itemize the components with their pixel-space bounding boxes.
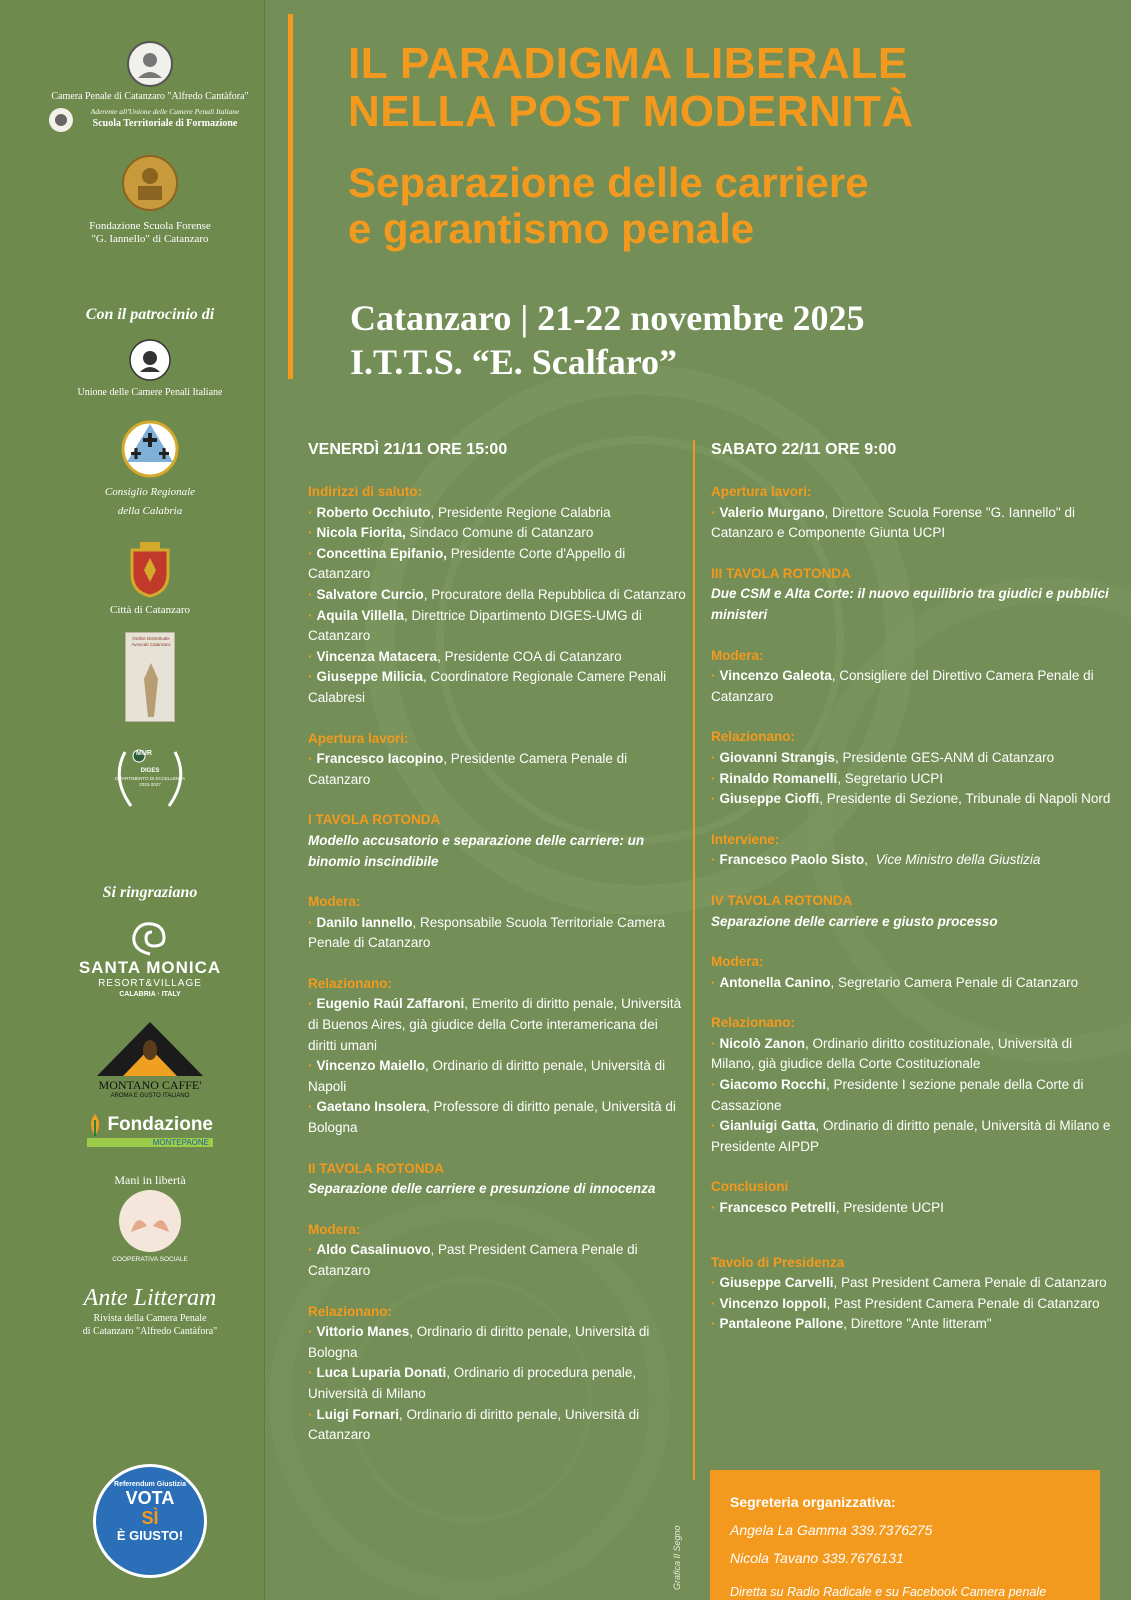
list-item xyxy=(308,544,688,585)
mani-sub: COOPERATIVA SOCIALE xyxy=(112,1256,188,1263)
saturday-column xyxy=(711,440,1111,1355)
region-line1: Consiglio Regionale xyxy=(104,486,196,498)
bullet: · xyxy=(308,1242,313,1258)
ante-litteram-block xyxy=(0,1284,300,1338)
coa-statue-icon xyxy=(136,659,166,719)
bullet: · xyxy=(711,668,716,684)
speaker-name: Valerio Murgano xyxy=(719,504,825,520)
regione-block xyxy=(0,420,300,520)
list-item xyxy=(308,647,688,668)
ucpi-name: Unione delle Camere Penali Italiane xyxy=(77,387,223,398)
patronage-heading: Con il patrocinio di xyxy=(85,306,215,323)
bullet: · xyxy=(711,974,716,990)
bullet: · xyxy=(711,749,716,765)
speaker-name: Nicola Fiorita, xyxy=(316,525,406,541)
montano-sub: AROMA E GUSTO ITALIANO xyxy=(110,1093,190,1099)
fondazione-montepaone-block xyxy=(0,1112,300,1150)
camera-penale-block xyxy=(0,40,300,130)
tavola-rotonda-2: II TAVOLA ROTONDA Separazione delle carriere e presunzione di innocenza xyxy=(308,1160,656,1197)
section xyxy=(711,646,1111,708)
diges-years: 2023-2027 xyxy=(139,782,161,787)
montano-name: MONTANO CAFFE' xyxy=(98,1078,202,1092)
speaker-name: Antonella Canino xyxy=(719,974,831,990)
diges-eccellenza: DIPARTIMENTO DI ECCELLENZA xyxy=(114,776,185,781)
section xyxy=(711,952,1111,993)
main-title: IL PARADIGMA LIBERALE NELLA POST MODERNITÀ xyxy=(348,39,914,136)
mani-hands-icon xyxy=(117,1188,183,1254)
city-name: Città di Catanzaro xyxy=(109,604,191,616)
bullet: · xyxy=(308,648,313,664)
bullet: · xyxy=(308,669,313,685)
mani-liberta-block xyxy=(0,1172,300,1266)
bullet: · xyxy=(308,525,313,541)
santa-monica-shell-icon xyxy=(130,920,170,956)
bullet: · xyxy=(308,751,313,767)
speaker-name: Gaetano Insolera xyxy=(316,1099,427,1115)
coa-text: Ordine Distrettuale Avvocati Catanzaro xyxy=(131,636,171,647)
section-heading: Modera: xyxy=(711,954,764,970)
section xyxy=(308,482,688,709)
speaker-name: Nicolò Zanon xyxy=(719,1035,805,1051)
list-item xyxy=(711,769,1111,790)
speaker-role: , Segretario Camera Penale di Catanzaro xyxy=(830,974,1079,990)
bullet: · xyxy=(308,914,313,930)
section xyxy=(711,482,1111,544)
speaker-role: , Ordinario di diritto penale, Università di Bologna xyxy=(308,1324,650,1360)
list-item xyxy=(308,523,688,544)
speaker-role: , Consigliere del Direttivo Camera Penale di Catanzaro xyxy=(711,668,1094,704)
list-item xyxy=(308,585,688,606)
list-item xyxy=(308,503,688,524)
section-heading: Apertura lavori: xyxy=(308,730,409,746)
camera-penale-logo-icon xyxy=(126,40,174,88)
contact-1: Angela La Gamma 339.7376275 xyxy=(730,1522,933,1538)
speaker-role: , Direttore "Ante litteram" xyxy=(843,1316,992,1332)
section xyxy=(308,1302,688,1446)
speaker-role: , Past President Camera Penale di Catanzaro xyxy=(826,1295,1100,1311)
speaker-role: , Presidente I sezione penale della Corte di Cassazione xyxy=(711,1077,1084,1113)
place-date: Catanzaro | 21-22 novembre 2025 I.T.T.S. “E. Scalfaro” xyxy=(350,298,865,382)
montano-mountain-icon xyxy=(95,1018,205,1078)
bullet: · xyxy=(308,1058,313,1074)
list-item xyxy=(711,1198,1111,1219)
speaker-role: , Direttrice Dipartimento DIGES-UMG di Catanzaro xyxy=(308,607,642,644)
section xyxy=(308,892,688,954)
list-item xyxy=(711,1314,1111,1335)
interviene-section: Interviene: · Francesco Paolo Sisto, Vice Ministro della Giustizia xyxy=(711,830,1111,871)
list-item xyxy=(308,1056,688,1097)
list-item xyxy=(711,666,1111,707)
bullet: · xyxy=(711,504,716,520)
speaker-name: Francesco Petrelli xyxy=(719,1200,836,1216)
regione-calabria-logo-icon xyxy=(121,420,179,478)
section xyxy=(308,729,688,791)
speaker-role: , Past President Camera Penale di Catanzaro xyxy=(308,1242,638,1278)
bullet: · xyxy=(711,791,716,807)
list-item xyxy=(308,913,688,954)
speaker-name: Vincenzo Ioppoli xyxy=(719,1295,827,1311)
section xyxy=(711,1253,1111,1335)
citta-block xyxy=(0,540,300,617)
list-item xyxy=(308,1322,688,1363)
list-item xyxy=(711,503,1111,544)
bullet: · xyxy=(308,586,313,602)
speaker-role: , Presidente di Sezione, Tribunale di Napoli Nord xyxy=(819,791,1111,807)
bullet: · xyxy=(308,1406,313,1422)
section xyxy=(308,1220,688,1282)
section-heading: Conclusioni xyxy=(711,1179,789,1195)
speaker-name: Vittorio Manes xyxy=(316,1324,410,1340)
fondazione-forense-logo-icon xyxy=(121,154,179,212)
tavola-rotonda-1: I TAVOLA ROTONDA Modello accusatorio e separazione delle carriere: un binomio inscindibile xyxy=(308,812,645,869)
section-heading: Indirizzi di saluto: xyxy=(308,484,422,499)
section xyxy=(711,727,1111,809)
list-item xyxy=(308,667,688,708)
section-heading: Modera: xyxy=(308,894,361,910)
bullet: · xyxy=(711,770,716,786)
speaker-name: Giuseppe Cioffi xyxy=(719,791,820,807)
list-item xyxy=(711,1075,1111,1116)
list-item xyxy=(711,1273,1111,1294)
vota-badge xyxy=(93,1464,207,1578)
ante-sub1: Rivista della Camera Penale xyxy=(93,1313,207,1324)
speaker-name: Eugenio Raúl Zaffaroni xyxy=(316,996,465,1012)
header-accent-bar xyxy=(288,14,293,379)
speaker-role: , Ordinario di diritto penale, Università di Milano e Presidente AIPDP xyxy=(711,1118,1111,1154)
list-item xyxy=(308,1097,688,1138)
diges-label: DIGES xyxy=(140,768,160,774)
org2-line1: Fondazione Scuola Forense xyxy=(89,220,211,232)
section-heading: Relazionano: xyxy=(711,1015,796,1031)
santa-monica-name: SANTA MONICA xyxy=(78,958,222,977)
vota-bottom: È GIUSTO! xyxy=(116,1528,184,1543)
list-item xyxy=(711,789,1111,810)
bullet: · xyxy=(711,1316,716,1332)
fondazione-forense-block xyxy=(0,154,300,246)
speaker-role: Presidente Corte d'Appello di Catanzaro xyxy=(308,545,626,582)
bullet: · xyxy=(308,996,313,1012)
speaker-role: , Segretario UCPI xyxy=(837,770,944,786)
section-heading: Apertura lavori: xyxy=(711,484,812,499)
section-heading: Relazionano: xyxy=(308,1303,393,1319)
speaker-role: , Responsabile Scuola Territoriale Camera Penale di Catanzaro xyxy=(308,914,666,951)
bullet: · xyxy=(711,1077,716,1093)
ucpi-block xyxy=(0,338,300,399)
list-item xyxy=(711,1294,1111,1315)
broadcast-info: Diretta su Radio Radicale e su Facebook Camera penale xyxy=(730,1585,1047,1599)
speaker-name: Rinaldo Romanelli xyxy=(719,770,838,786)
subtitle: Separazione delle carriere e garantismo penale xyxy=(348,159,869,252)
section xyxy=(711,1013,1111,1157)
speaker-name: Salvatore Curcio xyxy=(316,586,424,602)
bullet: · xyxy=(711,1118,716,1134)
speaker-name: Giacomo Rocchi xyxy=(719,1077,827,1093)
speaker-role: , Direttore Scuola Forense "G. Iannello" di Catanzaro e Componente Giunta UCPI xyxy=(711,504,1075,541)
bullet: · xyxy=(308,1324,313,1340)
ucpi-small-logo-icon xyxy=(48,107,74,133)
speaker-role: , Presidente UCPI xyxy=(835,1200,944,1216)
list-item xyxy=(711,973,1111,994)
speaker-name: Luca Luparia Donati xyxy=(316,1365,447,1381)
speaker-name: Aldo Casalinuovo xyxy=(316,1242,431,1258)
tavola-rotonda-4: IV TAVOLA ROTONDA Separazione delle carriere e giusto processo xyxy=(711,892,998,929)
bullet: · xyxy=(308,504,313,520)
speaker-name: Gianluigi Gatta xyxy=(719,1118,816,1134)
vota-main: VOTA xyxy=(125,1488,175,1508)
speaker-name: Danilo Iannello xyxy=(316,914,413,930)
bullet: · xyxy=(711,1275,716,1291)
citta-catanzaro-crest-icon xyxy=(126,540,174,598)
ante-sub2: di Catanzaro "Alfredo Cantàfora" xyxy=(82,1326,218,1337)
section-heading: Relazionano: xyxy=(711,729,796,745)
section-heading: Modera: xyxy=(308,1221,361,1237)
speaker-role: , Procuratore della Repubblica di Catanzaro xyxy=(423,586,686,602)
list-item xyxy=(711,748,1111,769)
speaker-role: , Presidente Regione Calabria xyxy=(430,504,611,520)
list-item xyxy=(308,1363,688,1404)
list-item xyxy=(308,994,688,1056)
list-item xyxy=(711,1034,1111,1075)
list-item xyxy=(308,606,688,647)
tavola-rotonda-3: III TAVOLA ROTONDA Due CSM e Alta Corte: il nuovo equilibrio tra giudici e pubblici ministeri xyxy=(711,565,1109,622)
vota-si: SÌ xyxy=(141,1508,159,1528)
bullet: · xyxy=(711,1295,716,1311)
section-heading: Modera: xyxy=(711,647,764,663)
ucpi-logo-icon xyxy=(128,338,172,382)
vota-block xyxy=(0,1464,300,1578)
speaker-name: Francesco Iacopino xyxy=(316,751,444,767)
org1-school: Scuola Territoriale di Formazione xyxy=(92,118,238,129)
speaker-role: Sindaco Comune di Catanzaro xyxy=(405,525,594,541)
secretariat-heading: Segreteria organizzativa: xyxy=(730,1494,896,1510)
fondazione-leaf-icon xyxy=(87,1112,103,1138)
speaker-name: Roberto Occhiuto xyxy=(316,504,431,520)
vota-top: Referendum Giustizia xyxy=(114,1481,186,1488)
bullet: · xyxy=(711,1035,716,1051)
saturday-day: SABATO 22/11 ORE 9:00 xyxy=(711,441,897,458)
diges-block xyxy=(0,742,300,814)
list-item xyxy=(308,1240,688,1281)
section-heading: Tavolo di Presidenza xyxy=(711,1254,845,1270)
secretariat-box xyxy=(710,1470,1100,1600)
bullet: · xyxy=(308,545,313,561)
friday-day: VENERDÌ 21/11 ORE 15:00 xyxy=(308,441,508,458)
speaker-name: Aquila Villella xyxy=(316,607,405,623)
speaker-name: Giovanni Strangis xyxy=(719,749,836,765)
org1-name: Camera Penale di Catanzaro "Alfredo Cantàfora" xyxy=(51,91,249,102)
ante-title: Ante Litteram xyxy=(83,1285,217,1311)
fondazione-name: Fondazione xyxy=(107,1114,213,1135)
list-item xyxy=(711,1116,1111,1157)
bullet: · xyxy=(308,1365,313,1381)
list-item: · Francesco Paolo Sisto, Vice Ministro della Giustizia xyxy=(711,852,1041,868)
mani-title: Mani in libertà xyxy=(114,1173,186,1187)
section xyxy=(711,1177,1111,1218)
column-divider xyxy=(693,440,695,1480)
speaker-name: Pantaleone Pallone xyxy=(719,1316,844,1332)
santa-monica-block xyxy=(0,920,300,1000)
speaker-role: , Past President Camera Penale di Catanzaro xyxy=(833,1275,1107,1291)
org2-line2: "G. Iannello" di Catanzaro xyxy=(91,233,209,245)
santa-monica-loc: CALABRIA · ITALY xyxy=(119,991,181,998)
contact-2: Nicola Tavano 339.7676131 xyxy=(730,1550,904,1566)
montano-block xyxy=(0,1018,300,1100)
org1-sub: Aderente all'Unione delle Camere Penali Italiane xyxy=(90,107,240,116)
section-heading: Relazionano: xyxy=(308,975,393,991)
speaker-name: Luigi Fornari xyxy=(316,1406,399,1422)
speaker-name: Giuseppe Milicia xyxy=(316,669,424,685)
graphic-credit: Grafica Il Segno xyxy=(672,1525,682,1590)
speaker-role: , Presidente Camera Penale di Catanzaro xyxy=(308,751,628,787)
region-line2: della Calabria xyxy=(117,505,183,517)
speaker-name: Giuseppe Carvelli xyxy=(719,1275,834,1291)
speaker-role: , Presidente GES-ANM di Catanzaro xyxy=(835,749,1055,765)
speaker-role: , Coordinatore Regionale Camere Penali Calabresi xyxy=(308,669,667,705)
bullet: · xyxy=(711,1200,716,1216)
bullet: · xyxy=(308,607,313,623)
fondazione-sub: MONTEPAONE xyxy=(87,1138,213,1147)
speaker-role: , Ordinario di procedura penale, Università di Milano xyxy=(308,1365,637,1401)
speaker-role: , Ordinario diritto costituzionale, Università di Milano, già giudice della Corte Costituzionale xyxy=(711,1035,1073,1072)
speaker-role: , Ordinario di diritto penale, Università di Catanzaro xyxy=(308,1406,640,1443)
diges-mur: MUR xyxy=(136,750,152,757)
bullet: · xyxy=(711,852,716,868)
speaker-role: , Professore di diritto penale, Università di Bologna xyxy=(308,1099,676,1136)
speaker-name: Vincenzo Maiello xyxy=(316,1058,426,1074)
list-item xyxy=(308,749,688,790)
santa-monica-sub: RESORT&VILLAGE xyxy=(98,978,202,989)
list-item xyxy=(308,1405,688,1446)
friday-column xyxy=(308,440,688,1466)
speaker-name: Concettina Epifanio, xyxy=(316,545,448,561)
speaker-role: , Emerito di diritto penale, Università di Buenos Aires, già giudice della Corte interamericana dei diritti umani xyxy=(308,996,682,1053)
coa-block xyxy=(0,632,300,722)
section xyxy=(308,974,688,1139)
speaker-role: , Presidente COA di Catanzaro xyxy=(437,648,622,664)
sidebar xyxy=(0,0,265,1600)
coa-logo xyxy=(125,632,175,722)
speaker-role: , Ordinario di diritto penale, Università di Napoli xyxy=(308,1058,666,1094)
speaker-name: Vincenza Matacera xyxy=(316,648,438,664)
thanks-heading: Si ringraziano xyxy=(102,884,198,901)
bullet: · xyxy=(308,1099,313,1115)
speaker-name: Vincenzo Galeota xyxy=(719,668,832,684)
